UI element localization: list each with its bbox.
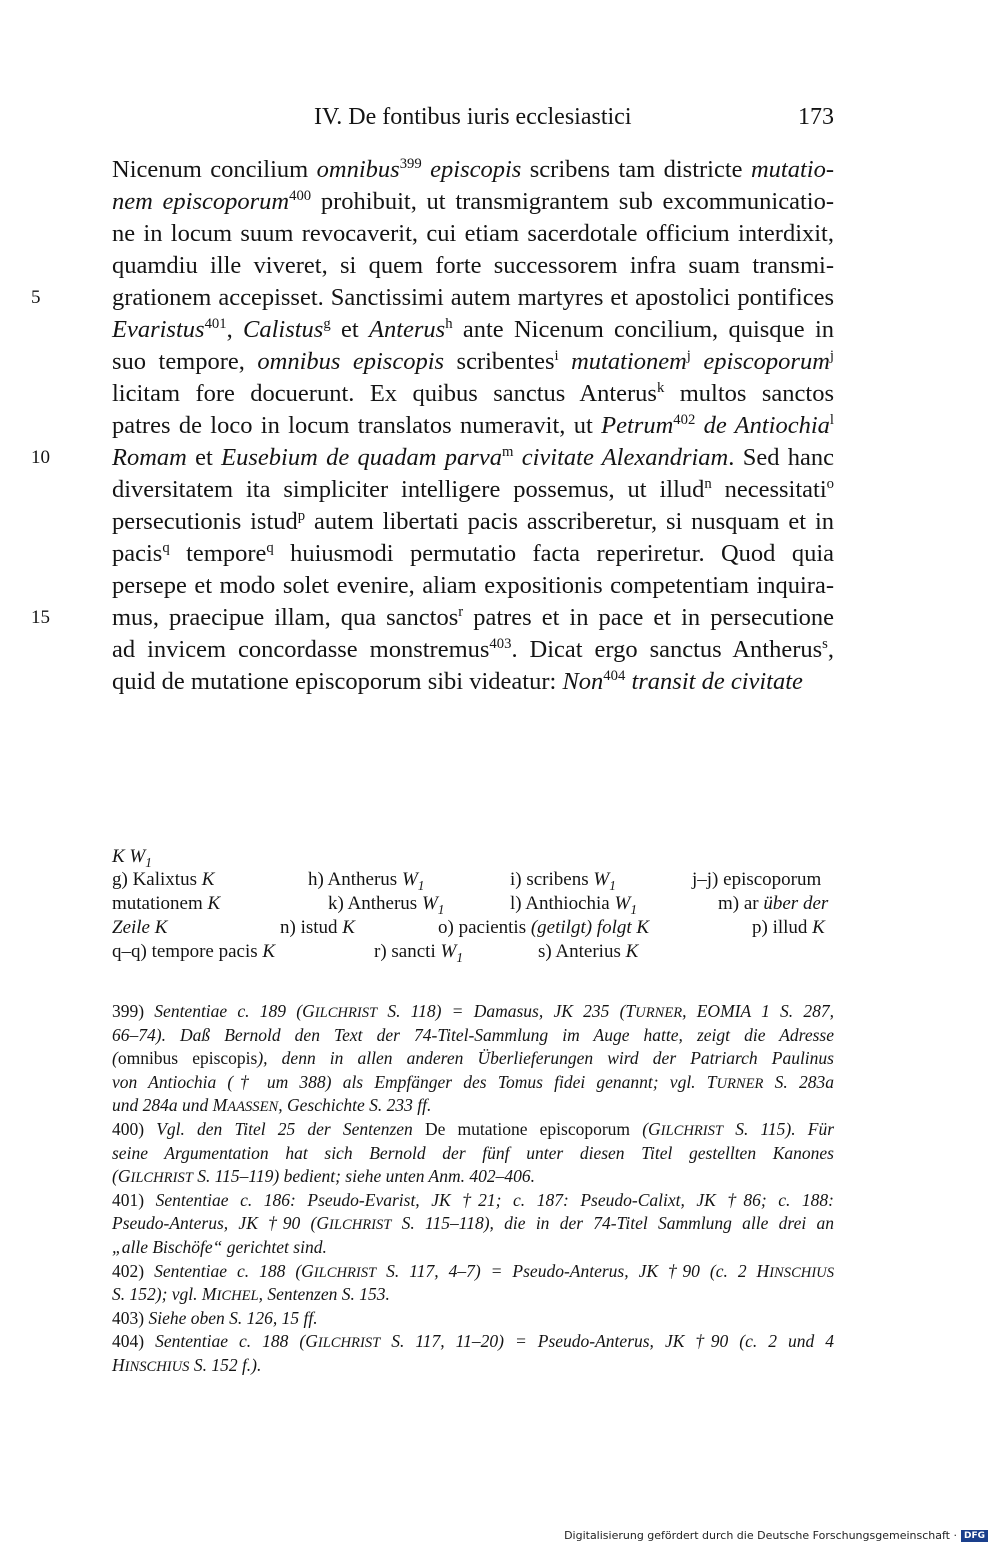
footnote-line: S. 152); vgl. MICHEL, Sentenzen S. 153.: [112, 1284, 390, 1305]
footnote-line: 403) Siehe oben S. 126, 15 ff.: [112, 1307, 318, 1328]
line-text: quid de mutatione episcoporum sibi videatur: Non$^{404}$ transit de civitate: [112, 667, 803, 695]
footnote-line: 402) Sententiae c. 188 (GILCHRIST S. 117, 4–7) = Pseudo-Anterus, JK †90 (c. 2 HINSCHIUS: [112, 1260, 834, 1281]
apparatus-entry: o) pacientis (getilgt) folgt K: [438, 917, 650, 938]
apparatus-sigla: K $W_1$: [112, 846, 152, 870]
line-number: 10: [31, 447, 50, 468]
footnote-line: seine Argumentation hat sich Bernold der fünf unter diesen Titel gestellten Kanones: [112, 1142, 834, 1163]
text-line: [31, 442, 834, 474]
footnote-line: 399) Sententiae c. 189 (GILCHRIST S. 118) = Damasus, JK 235 (TURNER, EOMIA 1 S. 287,: [112, 1001, 835, 1021]
line-text: diversitatem ita simpliciter intelligere possemus, ut illud$^n$ necessitati$^o$: [112, 475, 835, 503]
footnote-line: (omnibus episcopis), denn in allen anderen Überlieferungen wird der Patriarch Paulinus: [112, 1048, 834, 1069]
text-line: [112, 154, 834, 186]
apparatus-entry: m) ar über der: [718, 893, 829, 914]
text-line: [112, 346, 834, 378]
line-number: 5: [31, 287, 41, 308]
footnote-line: 66–74). Daß Bernold den Text der 74-Titel-Sammlung im Auge hatte, zeigt die Adresse: [112, 1024, 834, 1045]
critical-apparatus: [112, 846, 834, 964]
text-line: [112, 378, 834, 410]
line-text: quamdiu ille viveret, si quem forte successorem infra suam transmi-: [112, 252, 834, 279]
text-line: [112, 314, 834, 346]
apparatus-entry: h) Antherus $W_1$: [308, 869, 425, 893]
text-line: [31, 282, 834, 314]
footnote-line: Pseudo-Anterus, JK †90 (GILCHRIST S. 115–118), die in der 74-Titel Sammlung alle drei an: [112, 1213, 834, 1234]
line-text: Romam et Eusebium de quadam parva$^m$ civitate Alexandriam. Sed hanc: [112, 443, 834, 471]
text-line: [112, 634, 834, 666]
line-text: persepe et modo solet evenire, aliam expositionis competentiam inquira-: [112, 572, 834, 599]
text-line: [112, 218, 834, 250]
line-text: Nicenum concilium omnibus$^{399}$ episcopis scribens tam districte mutatio-: [112, 155, 834, 183]
line-text: Evaristus$^{401}$, Calistus$^g$ et Anterus$^h$ ante Nicenum concilium, quisque in: [112, 315, 835, 343]
apparatus-entry: Zeile K: [112, 917, 168, 938]
text-line: [112, 570, 834, 602]
footnote-line: HINSCHIUS S. 152 f.).: [112, 1354, 262, 1375]
footnote-line: „alle Bischöfe“ gerichtet sind.: [112, 1236, 327, 1257]
text-line: [112, 538, 834, 570]
line-text: patres de loco in locum translatos numeravit, ut Petrum$^{402}$ de Antiochia$^l$: [112, 411, 834, 439]
footnotes: [112, 1000, 834, 1378]
apparatus-entry: mutationem K: [112, 893, 221, 914]
main-text: [31, 154, 835, 698]
line-text: pacis$^q$ tempore$^q$ huiusmodi permutatio facta reperiretur. Quod quia: [112, 539, 834, 567]
footnote-line: und 284a und MAASSEN, Geschichte S. 233 ff.: [112, 1095, 432, 1116]
text-line: [112, 666, 834, 698]
dfg-logo: DFG: [961, 1530, 988, 1542]
line-text: mus, praecipue illam, qua sanctos$^r$ patres et in pace et in persecutione: [112, 603, 835, 631]
line-text: licitam fore docuerunt. Ex quibus sanctus Anterus$^k$ multos sanctos: [112, 379, 834, 407]
text-line: [31, 602, 835, 634]
apparatus-line: [112, 892, 834, 916]
footnote-line: (GILCHRIST S. 115–119) bedient; siehe unten Anm. 402–406.: [112, 1166, 536, 1187]
text-line: [112, 186, 834, 218]
apparatus-entry: l) Anthiochia $W_1$: [510, 893, 637, 917]
footnote-line: 404) Sententiae c. 188 (GILCHRIST S. 117, 11–20) = Pseudo-Anterus, JK †90 (c. 2 und 4: [112, 1331, 834, 1352]
apparatus-entry: r) sancti $W_1$: [374, 941, 463, 965]
text-line: [112, 506, 834, 538]
line-text: ad invicem concordasse monstremus$^{403}$. Dicat ergo sanctus Antherus$^s$,: [112, 635, 834, 663]
apparatus-entry: i) scribens $W_1$: [510, 869, 616, 893]
text-line: [112, 250, 834, 282]
footnote-line: 401) Sententiae c. 186: Pseudo-Evarist, JK †21; c. 187: Pseudo-Calixt, JK †86; c. 188:: [112, 1189, 834, 1210]
apparatus-entry: p) illud K: [752, 917, 825, 938]
running-title: IV. De fontibus iuris ecclesiastici: [314, 104, 632, 130]
apparatus-line: [112, 940, 834, 964]
line-number: 15: [31, 607, 50, 628]
line-text: persecutionis istud$^p$ autem libertati pacis asscriberetur, si nusquam et in: [112, 507, 835, 535]
apparatus-entry: q–q) tempore pacis K: [112, 941, 276, 962]
line-text: suo tempore, omnibus episcopis scribentes$^i$ mutationem$^j$ episcoporum$^j$: [112, 347, 835, 375]
apparatus-entry: j–j) episcoporum: [692, 869, 822, 890]
apparatus-entry: g) Kalixtus K: [112, 869, 215, 890]
line-text: nem episcoporum$^{400}$ prohibuit, ut transmigrantem sub excommunicatio-: [112, 187, 834, 215]
footnote-line: von Antiochia († um 388) als Empfänger des Tomus fidei genannt; vgl. TURNER S. 283a: [112, 1071, 834, 1092]
apparatus-line: [112, 868, 834, 892]
running-header: [0, 100, 1000, 134]
apparatus-entry: k) Antherus $W_1$: [328, 893, 445, 917]
credit-text: Digitalisierung gefördert durch die Deutsche Forschungsgemeinschaft ·: [564, 1529, 957, 1542]
text-line: [112, 410, 834, 442]
line-text: grationem accepisset. Sanctissimi autem martyres et apostolici pontifices: [112, 284, 834, 311]
footnote-line: 400) Vgl. den Titel 25 der Sentenzen De mutatione episcoporum (GILCHRIST S. 115). Für: [112, 1118, 835, 1139]
page-number: 173: [798, 104, 834, 130]
text-line: [112, 474, 834, 506]
line-text: ne in locum suum revocaverit, cui etiam sacerdotale officium interdixit,: [112, 220, 834, 247]
apparatus-line: [112, 916, 834, 940]
apparatus-entry: n) istud K: [280, 917, 355, 938]
digitization-credit: [564, 1529, 988, 1542]
apparatus-entry: s) Anterius K: [538, 941, 639, 962]
